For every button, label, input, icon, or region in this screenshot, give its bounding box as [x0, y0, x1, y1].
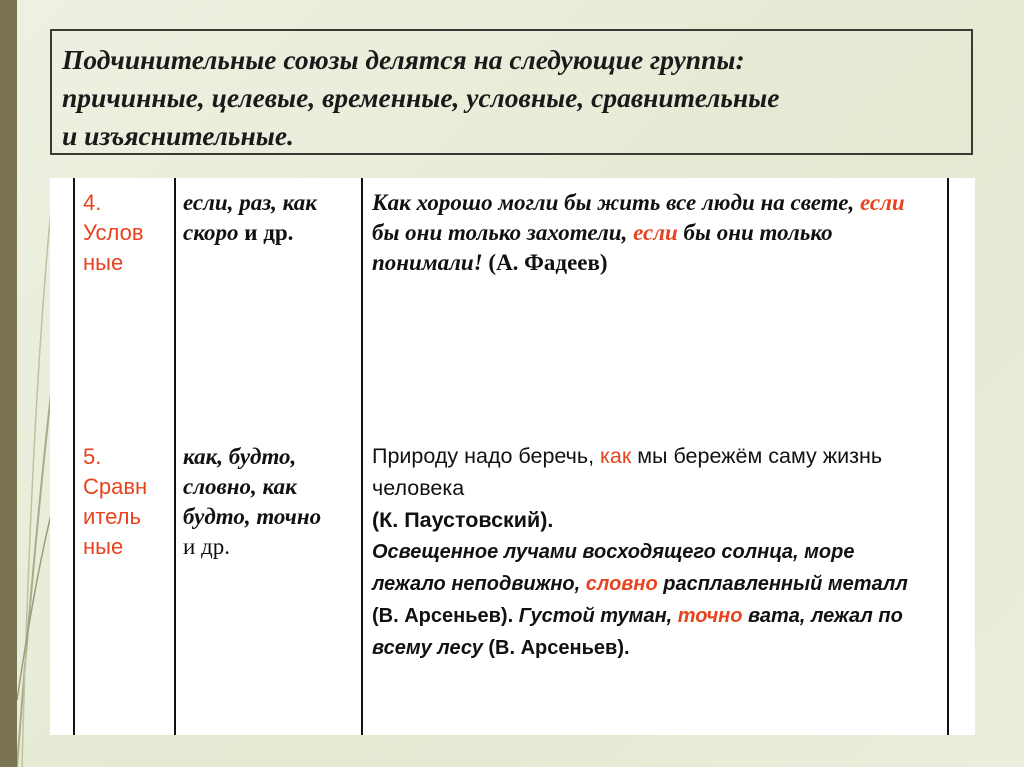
- sidebar-stripe: [0, 0, 17, 767]
- row-example: Как хорошо могли бы жить все люди на свете, если бы они только захотели, если бы они только понимали! (А. Фадеев): [372, 190, 905, 275]
- row-type: 5. Сравн итель ные: [83, 444, 148, 559]
- row-conjunctions: как, будто, словно, как будто, точно и др.: [183, 444, 322, 559]
- row-conjunctions: если, раз, как скоро и др.: [183, 190, 317, 245]
- row-example: Природу надо беречь, как мы бережём саму жизнь человека (К. Паустовский). Освещенное лучами восходящего солнца, море лежало неподвижно, словно расплавленный металл (В. Арсеньев). Густой туман, точно вата, лежал по всему лесу (В. Арсеньев).: [372, 444, 908, 659]
- conjunction-table: [50, 178, 975, 735]
- row-type: 4. Услов ные: [83, 190, 144, 275]
- title-line: Подчинительные союзы делятся на следующие группы:: [62, 44, 745, 75]
- title-line: и изъяснительные.: [62, 120, 294, 151]
- slide-title: [50, 29, 973, 155]
- title-line: причинные, целевые, временные, условные, сравнительные: [62, 82, 780, 113]
